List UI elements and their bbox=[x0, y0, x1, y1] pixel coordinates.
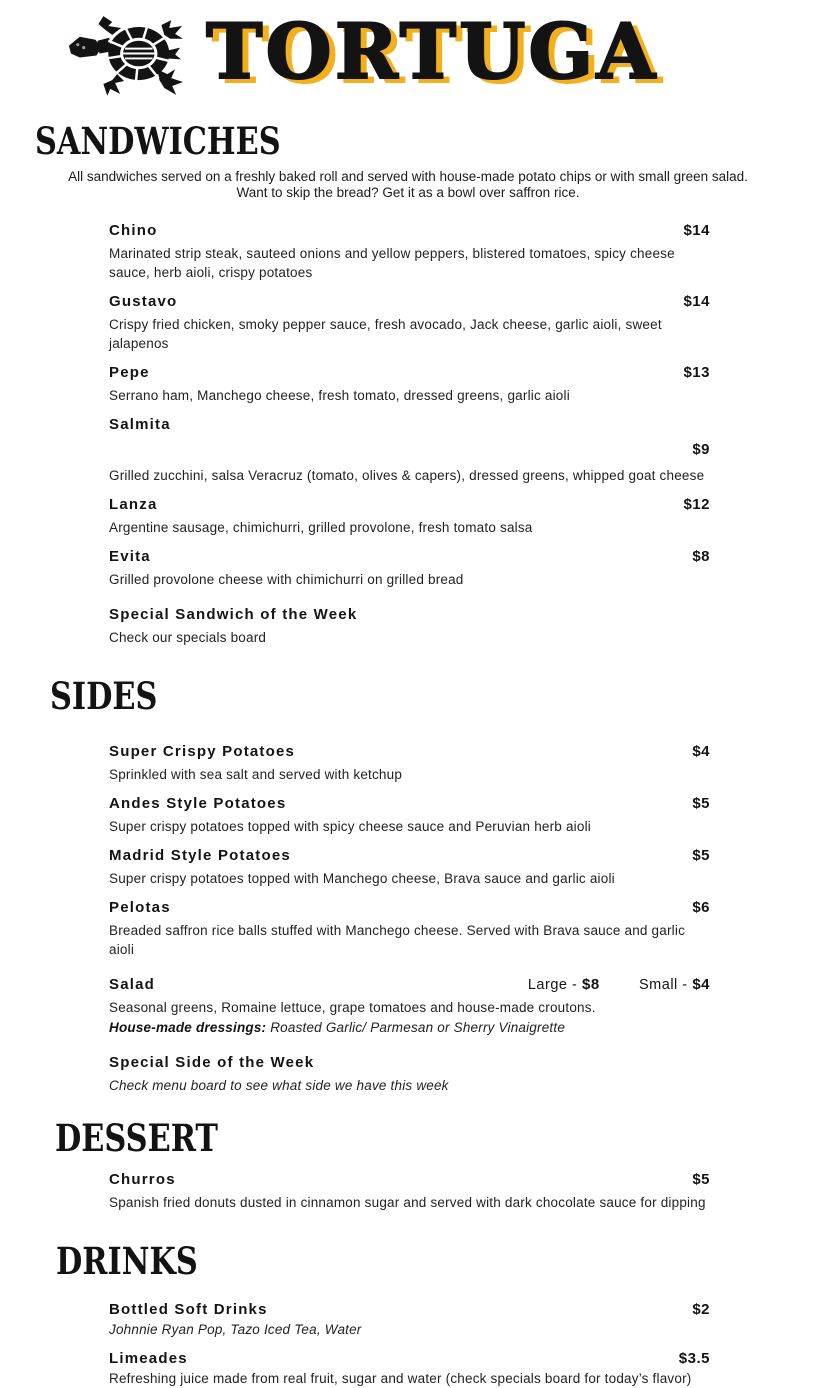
menu-item-pepe bbox=[109, 363, 710, 405]
section-title: DRINKS bbox=[56, 1238, 198, 1283]
item-desc: Check menu board to see what side we have this week bbox=[109, 1077, 449, 1093]
item-row bbox=[109, 975, 710, 995]
item-price: $14 bbox=[683, 292, 710, 310]
section-heading-dessert bbox=[55, 1115, 816, 1160]
item-row bbox=[109, 221, 710, 241]
turtle-logo-icon bbox=[66, 13, 184, 97]
salad-small-price: $4 bbox=[692, 975, 710, 993]
menu-item-pelotas bbox=[109, 898, 710, 959]
menu-item-special-sandwich bbox=[109, 605, 710, 647]
section-title: SIDES bbox=[50, 673, 158, 718]
menu-item-churros bbox=[109, 1170, 710, 1212]
item-row bbox=[109, 292, 710, 312]
item-desc: Crispy fried chicken, smoky pepper sauce, fresh avocado, Jack cheese, garlic aioli, sweet jalapenos bbox=[109, 316, 662, 351]
salad-large-label: Large - bbox=[527, 976, 578, 993]
item-desc: Spanish fried donuts dusted in cinnamon sugar and served with dark chocolate sauce for dipping bbox=[109, 1194, 706, 1210]
sandwiches-items bbox=[109, 221, 710, 647]
section-drinks bbox=[0, 1238, 816, 1388]
item-desc: Serrano ham, Manchego cheese, fresh tomato, dressed greens, garlic aioli bbox=[109, 387, 570, 403]
item-desc: Grilled provolone cheese with chimichurri on grilled bread bbox=[109, 571, 464, 587]
intro-line-1: All sandwiches served on a freshly baked roll and served with house-made potato chips or with small green salad. bbox=[68, 168, 748, 184]
drinks-items bbox=[109, 1300, 710, 1388]
item-price: $8 bbox=[692, 547, 710, 565]
item-row bbox=[109, 1053, 710, 1073]
dressings-label: House-made dressings: bbox=[109, 1019, 267, 1035]
menu-item-limeades bbox=[109, 1349, 710, 1388]
header bbox=[0, 0, 816, 102]
menu-item-salad bbox=[109, 975, 710, 1037]
section-sandwiches bbox=[0, 119, 816, 647]
item-price: $13 bbox=[683, 363, 710, 381]
menu-item-gustavo bbox=[109, 292, 710, 353]
item-row bbox=[109, 794, 710, 814]
item-desc: Argentine sausage, chimichurri, grilled provolone, fresh tomato salsa bbox=[109, 519, 533, 535]
item-price: $14 bbox=[683, 221, 710, 239]
item-price: $12 bbox=[683, 495, 710, 513]
section-heading-drinks bbox=[56, 1238, 816, 1283]
item-desc: Seasonal greens, Romaine lettuce, grape tomatoes and house-made croutons. bbox=[109, 999, 596, 1015]
item-price: $2 bbox=[692, 1301, 710, 1319]
item-desc: Check our specials board bbox=[109, 629, 267, 645]
menu-item-super-crispy-potatoes bbox=[109, 742, 710, 784]
item-price: $6 bbox=[692, 898, 710, 916]
sides-items bbox=[109, 742, 710, 1095]
menu-item-evita bbox=[109, 547, 710, 589]
item-desc: Marinated strip steak, sauteed onions and yellow peppers, blistered tomatoes, spicy cheese sauce, herb aioli, crispy potatoes bbox=[109, 245, 675, 280]
dessert-items bbox=[109, 1170, 710, 1212]
item-price-row bbox=[109, 440, 710, 460]
section-heading-sides bbox=[50, 673, 816, 718]
item-name: Super Crispy Potatoes bbox=[109, 742, 296, 760]
section-dessert bbox=[0, 1115, 816, 1212]
salad-dressings bbox=[109, 1018, 710, 1037]
menu-item-madrid-style-potatoes bbox=[109, 846, 710, 888]
menu-item-chino bbox=[109, 221, 710, 282]
item-name: Lanza bbox=[109, 495, 158, 513]
item-desc: Breaded saffron rice balls stuffed with Manchego cheese. Served with Brava sauce and garlic aioli bbox=[109, 922, 686, 957]
dressings-text: Roasted Garlic/ Parmesan or Sherry Vinaigrette bbox=[270, 1019, 566, 1035]
item-name: Pepe bbox=[109, 363, 150, 381]
salad-small-label: Small - bbox=[639, 976, 688, 993]
menu-item-salmita bbox=[109, 415, 710, 485]
item-desc: Refreshing juice made from real fruit, sugar and water (check specials board for today’s flavor) bbox=[109, 1371, 692, 1387]
restaurant-name: TORTUGA TORTUGA bbox=[206, 14, 658, 90]
item-row bbox=[109, 898, 710, 918]
item-price: $3.5 bbox=[678, 1350, 710, 1368]
item-desc: Johnnie Ryan Pop, Tazo Iced Tea, Water bbox=[109, 1322, 362, 1338]
item-row bbox=[109, 1300, 710, 1320]
item-name: Special Sandwich of the Week bbox=[109, 605, 358, 623]
item-name: Madrid Style Potatoes bbox=[109, 846, 291, 864]
item-price: $5 bbox=[692, 1170, 710, 1188]
item-name: Bottled Soft Drinks bbox=[109, 1301, 268, 1319]
item-row bbox=[109, 547, 710, 567]
section-heading-sandwiches bbox=[35, 119, 816, 163]
item-desc: Grilled zucchini, salsa Veracruz (tomato, olives & capers), dressed greens, whipped goat cheese bbox=[109, 467, 705, 483]
item-price: $4 bbox=[692, 742, 710, 760]
item-row bbox=[109, 363, 710, 383]
item-price: $5 bbox=[692, 794, 710, 812]
menu-item-andes-style-potatoes bbox=[109, 794, 710, 836]
sandwiches-intro bbox=[60, 169, 756, 201]
item-name: Andes Style Potatoes bbox=[109, 794, 287, 812]
item-row bbox=[109, 742, 710, 762]
item-desc: Super crispy potatoes topped with Manchego cheese, Brava sauce and garlic aioli bbox=[109, 870, 615, 886]
item-row bbox=[109, 1170, 710, 1190]
section-sides bbox=[0, 673, 816, 1095]
item-name: Salad bbox=[109, 975, 156, 993]
menu-item-bottled-soft-drinks bbox=[109, 1300, 710, 1339]
item-price: $9 bbox=[692, 440, 710, 458]
item-name: Salmita bbox=[109, 415, 171, 433]
item-desc: Sprinkled with sea salt and served with ketchup bbox=[109, 766, 403, 782]
item-row bbox=[109, 495, 710, 515]
item-row bbox=[109, 1349, 710, 1369]
item-row bbox=[109, 605, 710, 625]
salad-prices bbox=[528, 975, 710, 995]
item-row bbox=[109, 415, 710, 435]
item-name: Pelotas bbox=[109, 898, 171, 916]
section-title: DESSERT bbox=[55, 1115, 218, 1160]
menu-item-lanza bbox=[109, 495, 710, 537]
item-price: $5 bbox=[692, 846, 710, 864]
item-row bbox=[109, 846, 710, 866]
item-name: Chino bbox=[109, 221, 158, 239]
menu-item-special-side bbox=[109, 1053, 710, 1095]
salad-large-price: $8 bbox=[581, 975, 600, 993]
item-name: Gustavo bbox=[109, 292, 178, 310]
item-desc: Super crispy potatoes topped with spicy cheese sauce and Peruvian herb aioli bbox=[109, 818, 591, 834]
item-name: Evita bbox=[109, 547, 151, 565]
item-name: Special Side of the Week bbox=[109, 1053, 315, 1071]
item-name: Limeades bbox=[109, 1350, 188, 1368]
section-title: SANDWICHES bbox=[35, 119, 281, 163]
item-name: Churros bbox=[109, 1170, 176, 1188]
intro-line-2: Want to skip the bread? Get it as a bowl over saffron rice. bbox=[236, 184, 580, 200]
